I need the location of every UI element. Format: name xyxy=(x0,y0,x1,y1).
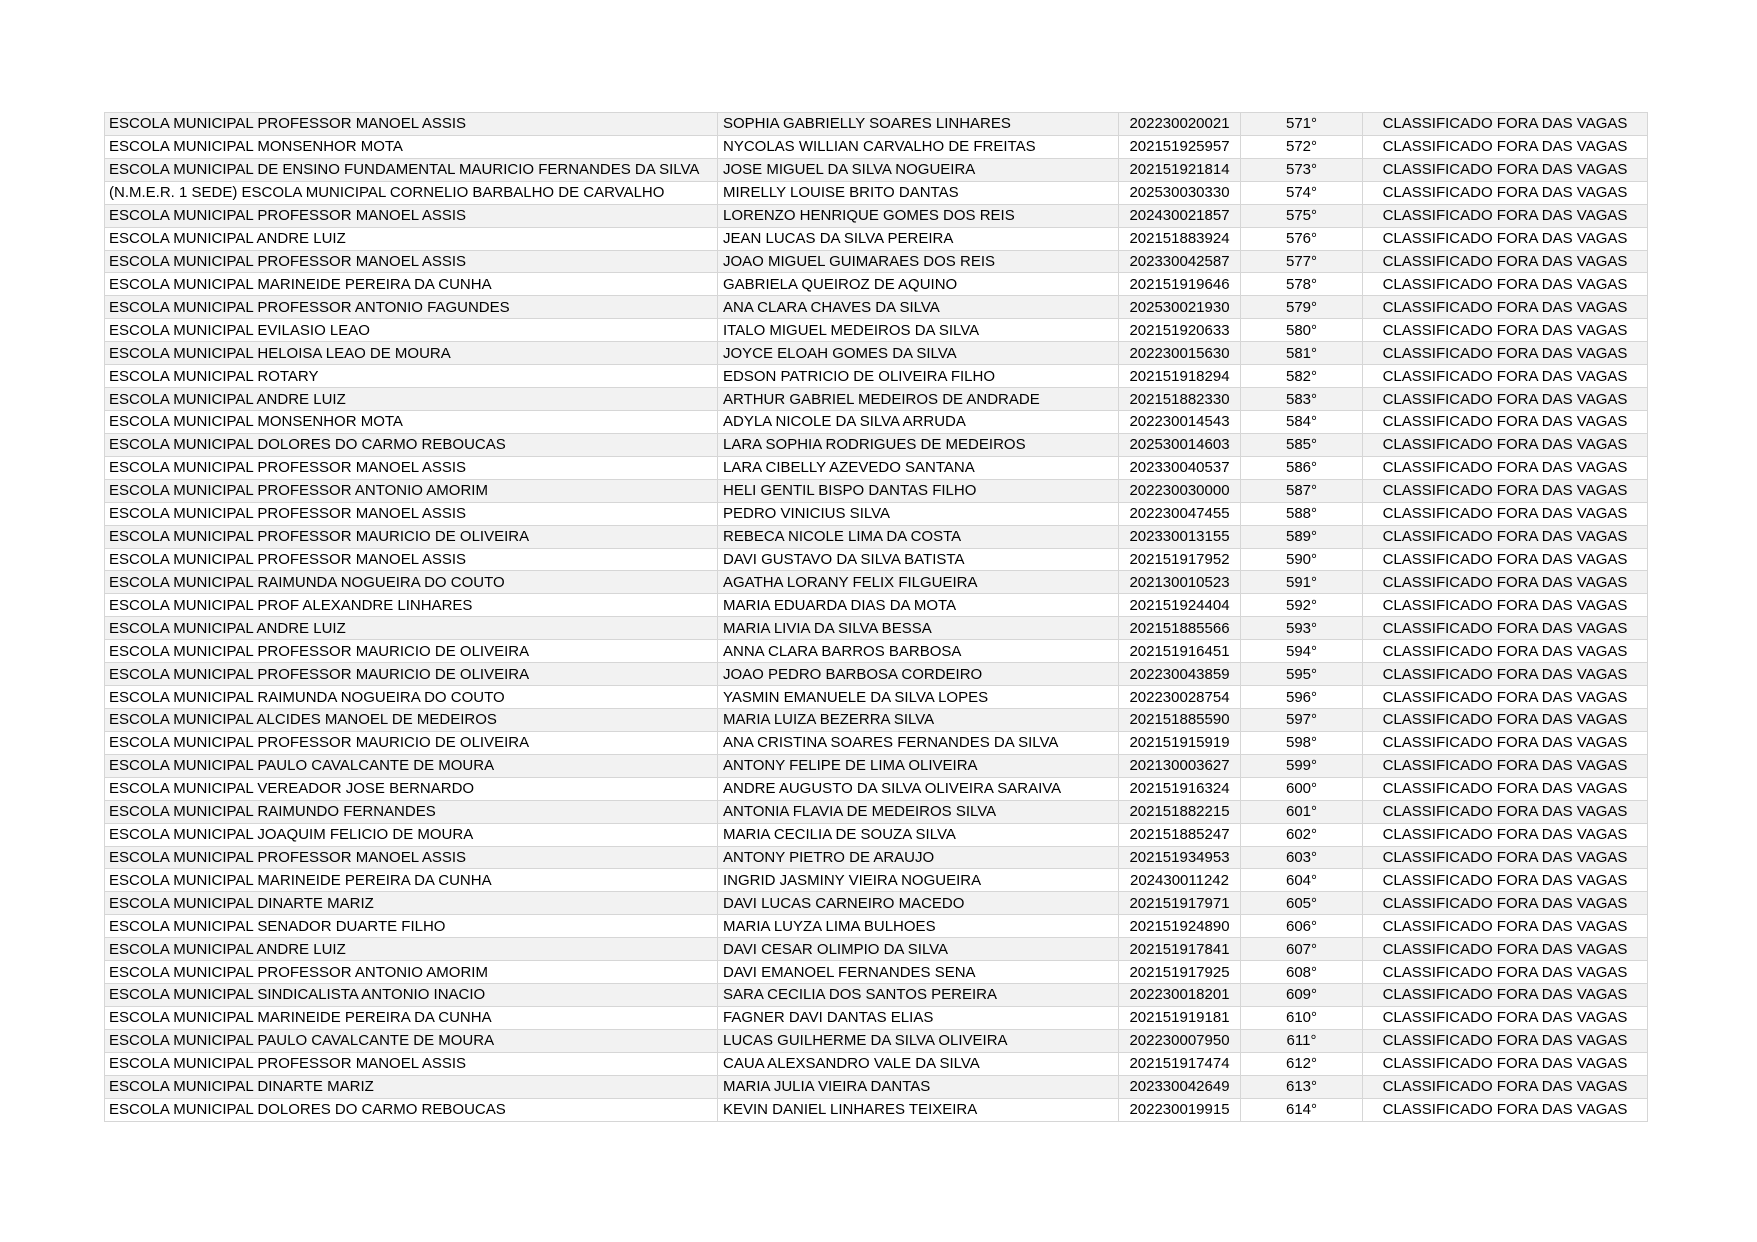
student-name-cell: INGRID JASMINY VIEIRA NOGUEIRA xyxy=(718,869,1119,892)
status-cell: CLASSIFICADO FORA DAS VAGAS xyxy=(1363,938,1648,961)
position-cell: 586° xyxy=(1241,456,1363,479)
status-cell: CLASSIFICADO FORA DAS VAGAS xyxy=(1363,892,1648,915)
status-cell: CLASSIFICADO FORA DAS VAGAS xyxy=(1363,319,1648,342)
student-name-cell: MARIA CECILIA DE SOUZA SILVA xyxy=(718,823,1119,846)
registration-cell: 202151917952 xyxy=(1119,548,1241,571)
position-cell: 581° xyxy=(1241,342,1363,365)
registration-cell: 202151920633 xyxy=(1119,319,1241,342)
school-cell: ESCOLA MUNICIPAL PROFESSOR MANOEL ASSIS xyxy=(105,113,718,136)
position-cell: 577° xyxy=(1241,250,1363,273)
status-cell: CLASSIFICADO FORA DAS VAGAS xyxy=(1363,456,1648,479)
status-cell: CLASSIFICADO FORA DAS VAGAS xyxy=(1363,777,1648,800)
student-name-cell: FAGNER DAVI DANTAS ELIAS xyxy=(718,1006,1119,1029)
student-name-cell: JOAO PEDRO BARBOSA CORDEIRO xyxy=(718,663,1119,686)
position-cell: 611° xyxy=(1241,1029,1363,1052)
status-cell: CLASSIFICADO FORA DAS VAGAS xyxy=(1363,204,1648,227)
school-cell: ESCOLA MUNICIPAL ROTARY xyxy=(105,365,718,388)
status-cell: CLASSIFICADO FORA DAS VAGAS xyxy=(1363,365,1648,388)
registration-cell: 202151917925 xyxy=(1119,961,1241,984)
position-cell: 605° xyxy=(1241,892,1363,915)
position-cell: 614° xyxy=(1241,1098,1363,1121)
position-cell: 598° xyxy=(1241,731,1363,754)
table-row xyxy=(105,961,1648,984)
position-cell: 597° xyxy=(1241,708,1363,731)
registration-cell: 202230047455 xyxy=(1119,502,1241,525)
registration-cell: 202230015630 xyxy=(1119,342,1241,365)
status-cell: CLASSIFICADO FORA DAS VAGAS xyxy=(1363,663,1648,686)
school-cell: ESCOLA MUNICIPAL SENADOR DUARTE FILHO xyxy=(105,915,718,938)
table-row xyxy=(105,640,1648,663)
school-cell: (N.M.E.R. 1 SEDE) ESCOLA MUNICIPAL CORNELIO BARBALHO DE CARVALHO xyxy=(105,181,718,204)
status-cell: CLASSIFICADO FORA DAS VAGAS xyxy=(1363,181,1648,204)
position-cell: 574° xyxy=(1241,181,1363,204)
student-name-cell: ANA CRISTINA SOARES FERNANDES DA SILVA xyxy=(718,731,1119,754)
student-name-cell: MARIA LUIZA BEZERRA SILVA xyxy=(718,708,1119,731)
position-cell: 599° xyxy=(1241,754,1363,777)
position-cell: 593° xyxy=(1241,617,1363,640)
status-cell: CLASSIFICADO FORA DAS VAGAS xyxy=(1363,754,1648,777)
registration-cell: 202151882330 xyxy=(1119,388,1241,411)
student-name-cell: LARA CIBELLY AZEVEDO SANTANA xyxy=(718,456,1119,479)
school-cell: ESCOLA MUNICIPAL PROFESSOR MAURICIO DE OLIVEIRA xyxy=(105,663,718,686)
status-cell: CLASSIFICADO FORA DAS VAGAS xyxy=(1363,273,1648,296)
student-name-cell: PEDRO VINICIUS SILVA xyxy=(718,502,1119,525)
student-name-cell: JOAO MIGUEL GUIMARAES DOS REIS xyxy=(718,250,1119,273)
table-row xyxy=(105,571,1648,594)
school-cell: ESCOLA MUNICIPAL HELOISA LEAO DE MOURA xyxy=(105,342,718,365)
status-cell: CLASSIFICADO FORA DAS VAGAS xyxy=(1363,502,1648,525)
school-cell: ESCOLA MUNICIPAL PROFESSOR MANOEL ASSIS xyxy=(105,502,718,525)
student-name-cell: DAVI EMANOEL FERNANDES SENA xyxy=(718,961,1119,984)
status-cell: CLASSIFICADO FORA DAS VAGAS xyxy=(1363,250,1648,273)
student-name-cell: EDSON PATRICIO DE OLIVEIRA FILHO xyxy=(718,365,1119,388)
position-cell: 603° xyxy=(1241,846,1363,869)
table-row xyxy=(105,938,1648,961)
table-row xyxy=(105,250,1648,273)
registration-cell: 202330042649 xyxy=(1119,1075,1241,1098)
registration-cell: 202430021857 xyxy=(1119,204,1241,227)
student-name-cell: KEVIN DANIEL LINHARES TEIXEIRA xyxy=(718,1098,1119,1121)
status-cell: CLASSIFICADO FORA DAS VAGAS xyxy=(1363,433,1648,456)
position-cell: 572° xyxy=(1241,135,1363,158)
position-cell: 602° xyxy=(1241,823,1363,846)
status-cell: CLASSIFICADO FORA DAS VAGAS xyxy=(1363,113,1648,136)
table-row xyxy=(105,296,1648,319)
status-cell: CLASSIFICADO FORA DAS VAGAS xyxy=(1363,961,1648,984)
table-row xyxy=(105,777,1648,800)
table-row xyxy=(105,731,1648,754)
registration-cell: 202151916324 xyxy=(1119,777,1241,800)
status-cell: CLASSIFICADO FORA DAS VAGAS xyxy=(1363,640,1648,663)
school-cell: ESCOLA MUNICIPAL JOAQUIM FELICIO DE MOURA xyxy=(105,823,718,846)
school-cell: ESCOLA MUNICIPAL PAULO CAVALCANTE DE MOURA xyxy=(105,1029,718,1052)
status-cell: CLASSIFICADO FORA DAS VAGAS xyxy=(1363,823,1648,846)
school-cell: ESCOLA MUNICIPAL ANDRE LUIZ xyxy=(105,227,718,250)
registration-cell: 202230018201 xyxy=(1119,984,1241,1007)
status-cell: CLASSIFICADO FORA DAS VAGAS xyxy=(1363,1006,1648,1029)
student-name-cell: ARTHUR GABRIEL MEDEIROS DE ANDRADE xyxy=(718,388,1119,411)
registration-cell: 202151885590 xyxy=(1119,708,1241,731)
position-cell: 573° xyxy=(1241,158,1363,181)
school-cell: ESCOLA MUNICIPAL PROFESSOR MANOEL ASSIS xyxy=(105,548,718,571)
status-cell: CLASSIFICADO FORA DAS VAGAS xyxy=(1363,846,1648,869)
student-name-cell: MARIA LUYZA LIMA BULHOES xyxy=(718,915,1119,938)
table-row xyxy=(105,456,1648,479)
position-cell: 580° xyxy=(1241,319,1363,342)
position-cell: 575° xyxy=(1241,204,1363,227)
status-cell: CLASSIFICADO FORA DAS VAGAS xyxy=(1363,984,1648,1007)
school-cell: ESCOLA MUNICIPAL PROFESSOR ANTONIO AMORIM xyxy=(105,479,718,502)
position-cell: 579° xyxy=(1241,296,1363,319)
table-row xyxy=(105,227,1648,250)
table-row xyxy=(105,846,1648,869)
position-cell: 596° xyxy=(1241,686,1363,709)
position-cell: 591° xyxy=(1241,571,1363,594)
student-name-cell: ANDRE AUGUSTO DA SILVA OLIVEIRA SARAIVA xyxy=(718,777,1119,800)
registration-cell: 202151918294 xyxy=(1119,365,1241,388)
registration-cell: 202330013155 xyxy=(1119,525,1241,548)
school-cell: ESCOLA MUNICIPAL PROFESSOR MAURICIO DE OLIVEIRA xyxy=(105,640,718,663)
status-cell: CLASSIFICADO FORA DAS VAGAS xyxy=(1363,296,1648,319)
table-row xyxy=(105,984,1648,1007)
status-cell: CLASSIFICADO FORA DAS VAGAS xyxy=(1363,227,1648,250)
position-cell: 604° xyxy=(1241,869,1363,892)
student-name-cell: HELI GENTIL BISPO DANTAS FILHO xyxy=(718,479,1119,502)
school-cell: ESCOLA MUNICIPAL ANDRE LUIZ xyxy=(105,388,718,411)
table-row xyxy=(105,708,1648,731)
position-cell: 589° xyxy=(1241,525,1363,548)
table-row xyxy=(105,754,1648,777)
status-cell: CLASSIFICADO FORA DAS VAGAS xyxy=(1363,1052,1648,1075)
table-row xyxy=(105,135,1648,158)
school-cell: ESCOLA MUNICIPAL RAIMUNDA NOGUEIRA DO COUTO xyxy=(105,571,718,594)
registration-cell: 202151885247 xyxy=(1119,823,1241,846)
school-cell: ESCOLA MUNICIPAL MARINEIDE PEREIRA DA CUNHA xyxy=(105,869,718,892)
student-name-cell: MIRELLY LOUISE BRITO DANTAS xyxy=(718,181,1119,204)
position-cell: 610° xyxy=(1241,1006,1363,1029)
student-name-cell: LORENZO HENRIQUE GOMES DOS REIS xyxy=(718,204,1119,227)
table-row xyxy=(105,617,1648,640)
school-cell: ESCOLA MUNICIPAL MONSENHOR MOTA xyxy=(105,135,718,158)
school-cell: ESCOLA MUNICIPAL PROFESSOR ANTONIO AMORIM xyxy=(105,961,718,984)
status-cell: CLASSIFICADO FORA DAS VAGAS xyxy=(1363,869,1648,892)
position-cell: 600° xyxy=(1241,777,1363,800)
table-row xyxy=(105,663,1648,686)
table-row xyxy=(105,1052,1648,1075)
table-row xyxy=(105,113,1648,136)
status-cell: CLASSIFICADO FORA DAS VAGAS xyxy=(1363,525,1648,548)
position-cell: 607° xyxy=(1241,938,1363,961)
student-name-cell: CAUA ALEXSANDRO VALE DA SILVA xyxy=(718,1052,1119,1075)
registration-cell: 202330042587 xyxy=(1119,250,1241,273)
table-row xyxy=(105,800,1648,823)
school-cell: ESCOLA MUNICIPAL PROFESSOR MANOEL ASSIS xyxy=(105,1052,718,1075)
registration-cell: 202230043859 xyxy=(1119,663,1241,686)
registration-cell: 202151883924 xyxy=(1119,227,1241,250)
position-cell: 588° xyxy=(1241,502,1363,525)
registration-cell: 202530030330 xyxy=(1119,181,1241,204)
registration-cell: 202151921814 xyxy=(1119,158,1241,181)
table-row xyxy=(105,548,1648,571)
position-cell: 613° xyxy=(1241,1075,1363,1098)
student-name-cell: MARIA EDUARDA DIAS DA MOTA xyxy=(718,594,1119,617)
position-cell: 587° xyxy=(1241,479,1363,502)
table-row xyxy=(105,365,1648,388)
school-cell: ESCOLA MUNICIPAL PROFESSOR MANOEL ASSIS xyxy=(105,250,718,273)
school-cell: ESCOLA MUNICIPAL RAIMUNDO FERNANDES xyxy=(105,800,718,823)
school-cell: ESCOLA MUNICIPAL DINARTE MARIZ xyxy=(105,892,718,915)
registration-cell: 202151882215 xyxy=(1119,800,1241,823)
position-cell: 612° xyxy=(1241,1052,1363,1075)
school-cell: ESCOLA MUNICIPAL EVILASIO LEAO xyxy=(105,319,718,342)
registration-cell: 202230028754 xyxy=(1119,686,1241,709)
student-name-cell: ITALO MIGUEL MEDEIROS DA SILVA xyxy=(718,319,1119,342)
position-cell: 585° xyxy=(1241,433,1363,456)
student-name-cell: ANA CLARA CHAVES DA SILVA xyxy=(718,296,1119,319)
table-row xyxy=(105,433,1648,456)
table-row xyxy=(105,342,1648,365)
status-cell: CLASSIFICADO FORA DAS VAGAS xyxy=(1363,1075,1648,1098)
status-cell: CLASSIFICADO FORA DAS VAGAS xyxy=(1363,1098,1648,1121)
registration-cell: 202530014603 xyxy=(1119,433,1241,456)
registration-cell: 202230007950 xyxy=(1119,1029,1241,1052)
registration-cell: 202151924890 xyxy=(1119,915,1241,938)
position-cell: 608° xyxy=(1241,961,1363,984)
registration-cell: 202530021930 xyxy=(1119,296,1241,319)
student-name-cell: SOPHIA GABRIELLY SOARES LINHARES xyxy=(718,113,1119,136)
school-cell: ESCOLA MUNICIPAL MARINEIDE PEREIRA DA CUNHA xyxy=(105,1006,718,1029)
table-row xyxy=(105,158,1648,181)
position-cell: 594° xyxy=(1241,640,1363,663)
table-row xyxy=(105,410,1648,433)
registration-cell: 202230014543 xyxy=(1119,410,1241,433)
position-cell: 609° xyxy=(1241,984,1363,1007)
status-cell: CLASSIFICADO FORA DAS VAGAS xyxy=(1363,915,1648,938)
student-name-cell: LARA SOPHIA RODRIGUES DE MEDEIROS xyxy=(718,433,1119,456)
school-cell: ESCOLA MUNICIPAL PROFESSOR MANOEL ASSIS xyxy=(105,456,718,479)
school-cell: ESCOLA MUNICIPAL PAULO CAVALCANTE DE MOURA xyxy=(105,754,718,777)
status-cell: CLASSIFICADO FORA DAS VAGAS xyxy=(1363,708,1648,731)
student-name-cell: JOYCE ELOAH GOMES DA SILVA xyxy=(718,342,1119,365)
school-cell: ESCOLA MUNICIPAL PROFESSOR MANOEL ASSIS xyxy=(105,846,718,869)
school-cell: ESCOLA MUNICIPAL PROF ALEXANDRE LINHARES xyxy=(105,594,718,617)
registration-cell: 202230030000 xyxy=(1119,479,1241,502)
school-cell: ESCOLA MUNICIPAL DE ENSINO FUNDAMENTAL MAURICIO FERNANDES DA SILVA xyxy=(105,158,718,181)
student-name-cell: MARIA JULIA VIEIRA DANTAS xyxy=(718,1075,1119,1098)
table-row xyxy=(105,686,1648,709)
status-cell: CLASSIFICADO FORA DAS VAGAS xyxy=(1363,135,1648,158)
student-name-cell: ANTONY PIETRO DE ARAUJO xyxy=(718,846,1119,869)
registration-cell: 202130003627 xyxy=(1119,754,1241,777)
table-row xyxy=(105,1006,1648,1029)
status-cell: CLASSIFICADO FORA DAS VAGAS xyxy=(1363,571,1648,594)
position-cell: 601° xyxy=(1241,800,1363,823)
student-name-cell: LUCAS GUILHERME DA SILVA OLIVEIRA xyxy=(718,1029,1119,1052)
student-name-cell: JEAN LUCAS DA SILVA PEREIRA xyxy=(718,227,1119,250)
student-name-cell: ANTONY FELIPE DE LIMA OLIVEIRA xyxy=(718,754,1119,777)
registration-cell: 202430011242 xyxy=(1119,869,1241,892)
student-name-cell: DAVI GUSTAVO DA SILVA BATISTA xyxy=(718,548,1119,571)
table-row xyxy=(105,525,1648,548)
student-name-cell: ANNA CLARA BARROS BARBOSA xyxy=(718,640,1119,663)
school-cell: ESCOLA MUNICIPAL PROFESSOR MANOEL ASSIS xyxy=(105,204,718,227)
school-cell: ESCOLA MUNICIPAL PROFESSOR ANTONIO FAGUNDES xyxy=(105,296,718,319)
status-cell: CLASSIFICADO FORA DAS VAGAS xyxy=(1363,686,1648,709)
table-row xyxy=(105,1098,1648,1121)
student-name-cell: YASMIN EMANUELE DA SILVA LOPES xyxy=(718,686,1119,709)
school-cell: ESCOLA MUNICIPAL DOLORES DO CARMO REBOUCAS xyxy=(105,1098,718,1121)
registration-cell: 202151917971 xyxy=(1119,892,1241,915)
student-name-cell: JOSE MIGUEL DA SILVA NOGUEIRA xyxy=(718,158,1119,181)
table-row xyxy=(105,823,1648,846)
position-cell: 606° xyxy=(1241,915,1363,938)
table-row xyxy=(105,892,1648,915)
table-row xyxy=(105,915,1648,938)
registration-cell: 202151919646 xyxy=(1119,273,1241,296)
school-cell: ESCOLA MUNICIPAL VEREADOR JOSE BERNARDO xyxy=(105,777,718,800)
position-cell: 576° xyxy=(1241,227,1363,250)
student-name-cell: REBECA NICOLE LIMA DA COSTA xyxy=(718,525,1119,548)
table-row xyxy=(105,319,1648,342)
school-cell: ESCOLA MUNICIPAL RAIMUNDA NOGUEIRA DO COUTO xyxy=(105,686,718,709)
registration-cell: 202130010523 xyxy=(1119,571,1241,594)
student-name-cell: ADYLA NICOLE DA SILVA ARRUDA xyxy=(718,410,1119,433)
status-cell: CLASSIFICADO FORA DAS VAGAS xyxy=(1363,594,1648,617)
table-row xyxy=(105,204,1648,227)
school-cell: ESCOLA MUNICIPAL PROFESSOR MAURICIO DE OLIVEIRA xyxy=(105,731,718,754)
student-name-cell: AGATHA LORANY FELIX FILGUEIRA xyxy=(718,571,1119,594)
school-cell: ESCOLA MUNICIPAL PROFESSOR MAURICIO DE OLIVEIRA xyxy=(105,525,718,548)
table-row xyxy=(105,181,1648,204)
student-name-cell: GABRIELA QUEIROZ DE AQUINO xyxy=(718,273,1119,296)
status-cell: CLASSIFICADO FORA DAS VAGAS xyxy=(1363,342,1648,365)
status-cell: CLASSIFICADO FORA DAS VAGAS xyxy=(1363,158,1648,181)
position-cell: 578° xyxy=(1241,273,1363,296)
table-row xyxy=(105,1075,1648,1098)
classification-table xyxy=(104,112,1648,1122)
status-cell: CLASSIFICADO FORA DAS VAGAS xyxy=(1363,479,1648,502)
student-name-cell: DAVI CESAR OLIMPIO DA SILVA xyxy=(718,938,1119,961)
status-cell: CLASSIFICADO FORA DAS VAGAS xyxy=(1363,617,1648,640)
classification-table-body xyxy=(105,113,1648,1122)
position-cell: 571° xyxy=(1241,113,1363,136)
position-cell: 582° xyxy=(1241,365,1363,388)
student-name-cell: NYCOLAS WILLIAN CARVALHO DE FREITAS xyxy=(718,135,1119,158)
registration-cell: 202151915919 xyxy=(1119,731,1241,754)
registration-cell: 202151885566 xyxy=(1119,617,1241,640)
student-name-cell: DAVI LUCAS CARNEIRO MACEDO xyxy=(718,892,1119,915)
student-name-cell: MARIA LIVIA DA SILVA BESSA xyxy=(718,617,1119,640)
table-row xyxy=(105,273,1648,296)
position-cell: 584° xyxy=(1241,410,1363,433)
status-cell: CLASSIFICADO FORA DAS VAGAS xyxy=(1363,388,1648,411)
school-cell: ESCOLA MUNICIPAL DINARTE MARIZ xyxy=(105,1075,718,1098)
status-cell: CLASSIFICADO FORA DAS VAGAS xyxy=(1363,731,1648,754)
school-cell: ESCOLA MUNICIPAL MARINEIDE PEREIRA DA CUNHA xyxy=(105,273,718,296)
registration-cell: 202151919181 xyxy=(1119,1006,1241,1029)
registration-cell: 202151934953 xyxy=(1119,846,1241,869)
registration-cell: 202151917474 xyxy=(1119,1052,1241,1075)
table-row xyxy=(105,388,1648,411)
table-row xyxy=(105,479,1648,502)
table-row xyxy=(105,869,1648,892)
table-row xyxy=(105,502,1648,525)
status-cell: CLASSIFICADO FORA DAS VAGAS xyxy=(1363,800,1648,823)
school-cell: ESCOLA MUNICIPAL DOLORES DO CARMO REBOUCAS xyxy=(105,433,718,456)
school-cell: ESCOLA MUNICIPAL ANDRE LUIZ xyxy=(105,938,718,961)
table-row xyxy=(105,1029,1648,1052)
position-cell: 590° xyxy=(1241,548,1363,571)
status-cell: CLASSIFICADO FORA DAS VAGAS xyxy=(1363,548,1648,571)
registration-cell: 202230020021 xyxy=(1119,113,1241,136)
registration-cell: 202151924404 xyxy=(1119,594,1241,617)
status-cell: CLASSIFICADO FORA DAS VAGAS xyxy=(1363,1029,1648,1052)
status-cell: CLASSIFICADO FORA DAS VAGAS xyxy=(1363,410,1648,433)
school-cell: ESCOLA MUNICIPAL ANDRE LUIZ xyxy=(105,617,718,640)
position-cell: 592° xyxy=(1241,594,1363,617)
registration-cell: 202230019915 xyxy=(1119,1098,1241,1121)
registration-cell: 202151925957 xyxy=(1119,135,1241,158)
school-cell: ESCOLA MUNICIPAL SINDICALISTA ANTONIO INACIO xyxy=(105,984,718,1007)
school-cell: ESCOLA MUNICIPAL MONSENHOR MOTA xyxy=(105,410,718,433)
student-name-cell: SARA CECILIA DOS SANTOS PEREIRA xyxy=(718,984,1119,1007)
position-cell: 595° xyxy=(1241,663,1363,686)
table-row xyxy=(105,594,1648,617)
student-name-cell: ANTONIA FLAVIA DE MEDEIROS SILVA xyxy=(718,800,1119,823)
registration-cell: 202330040537 xyxy=(1119,456,1241,479)
registration-cell: 202151916451 xyxy=(1119,640,1241,663)
school-cell: ESCOLA MUNICIPAL ALCIDES MANOEL DE MEDEIROS xyxy=(105,708,718,731)
position-cell: 583° xyxy=(1241,388,1363,411)
registration-cell: 202151917841 xyxy=(1119,938,1241,961)
